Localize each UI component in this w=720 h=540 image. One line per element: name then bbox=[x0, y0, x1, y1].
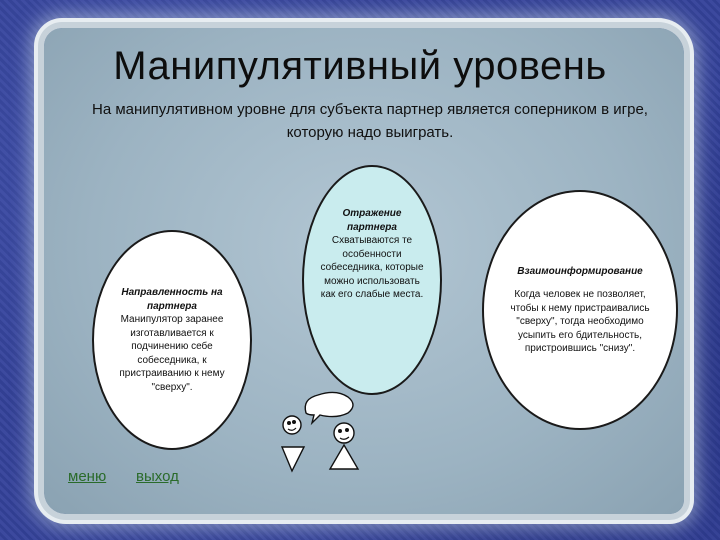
ellipse-partner-direction bbox=[92, 230, 252, 450]
ellipse-text: Схватываются те особенности собеседника, которые можно использовать как его слабые места. bbox=[320, 235, 424, 300]
ellipse-mutual-informing bbox=[482, 190, 678, 430]
ellipse-partner-reflection bbox=[302, 165, 442, 395]
ellipse-heading: Отражение партнера bbox=[342, 208, 402, 233]
conversation-figures-illustration bbox=[262, 385, 372, 475]
ellipse-mutual-informing-content bbox=[500, 265, 660, 356]
person-right-icon bbox=[330, 423, 358, 469]
ellipse-text: Когда человек не позволяет, чтобы к нему пристраивались "сверху", тогда необходимо усыпить его бдительность, пристроившись "снизу". bbox=[510, 289, 650, 354]
ellipse-heading: Взаимоинформирование bbox=[517, 265, 643, 277]
person-left-icon bbox=[282, 416, 304, 471]
ellipse-partner-reflection-content bbox=[318, 207, 426, 302]
speech-bubble-icon bbox=[305, 392, 353, 423]
slide-subtitle: На манипулятивном уровне для субъекта партнер является соперником в игре, которую надо выиграть. bbox=[92, 101, 648, 141]
ellipse-heading: Направленность на партнера bbox=[121, 287, 223, 312]
exit-link[interactable]: выход bbox=[136, 468, 179, 485]
ellipse-partner-direction-content bbox=[117, 286, 227, 394]
menu-link[interactable]: меню bbox=[68, 468, 107, 485]
ellipse-text: Манипулятор заранее изготавливается к подчинению себе собеседника, к пристраиванию к нему "сверху". bbox=[119, 314, 225, 393]
slide-title: Манипулятивный уровень bbox=[113, 44, 607, 88]
